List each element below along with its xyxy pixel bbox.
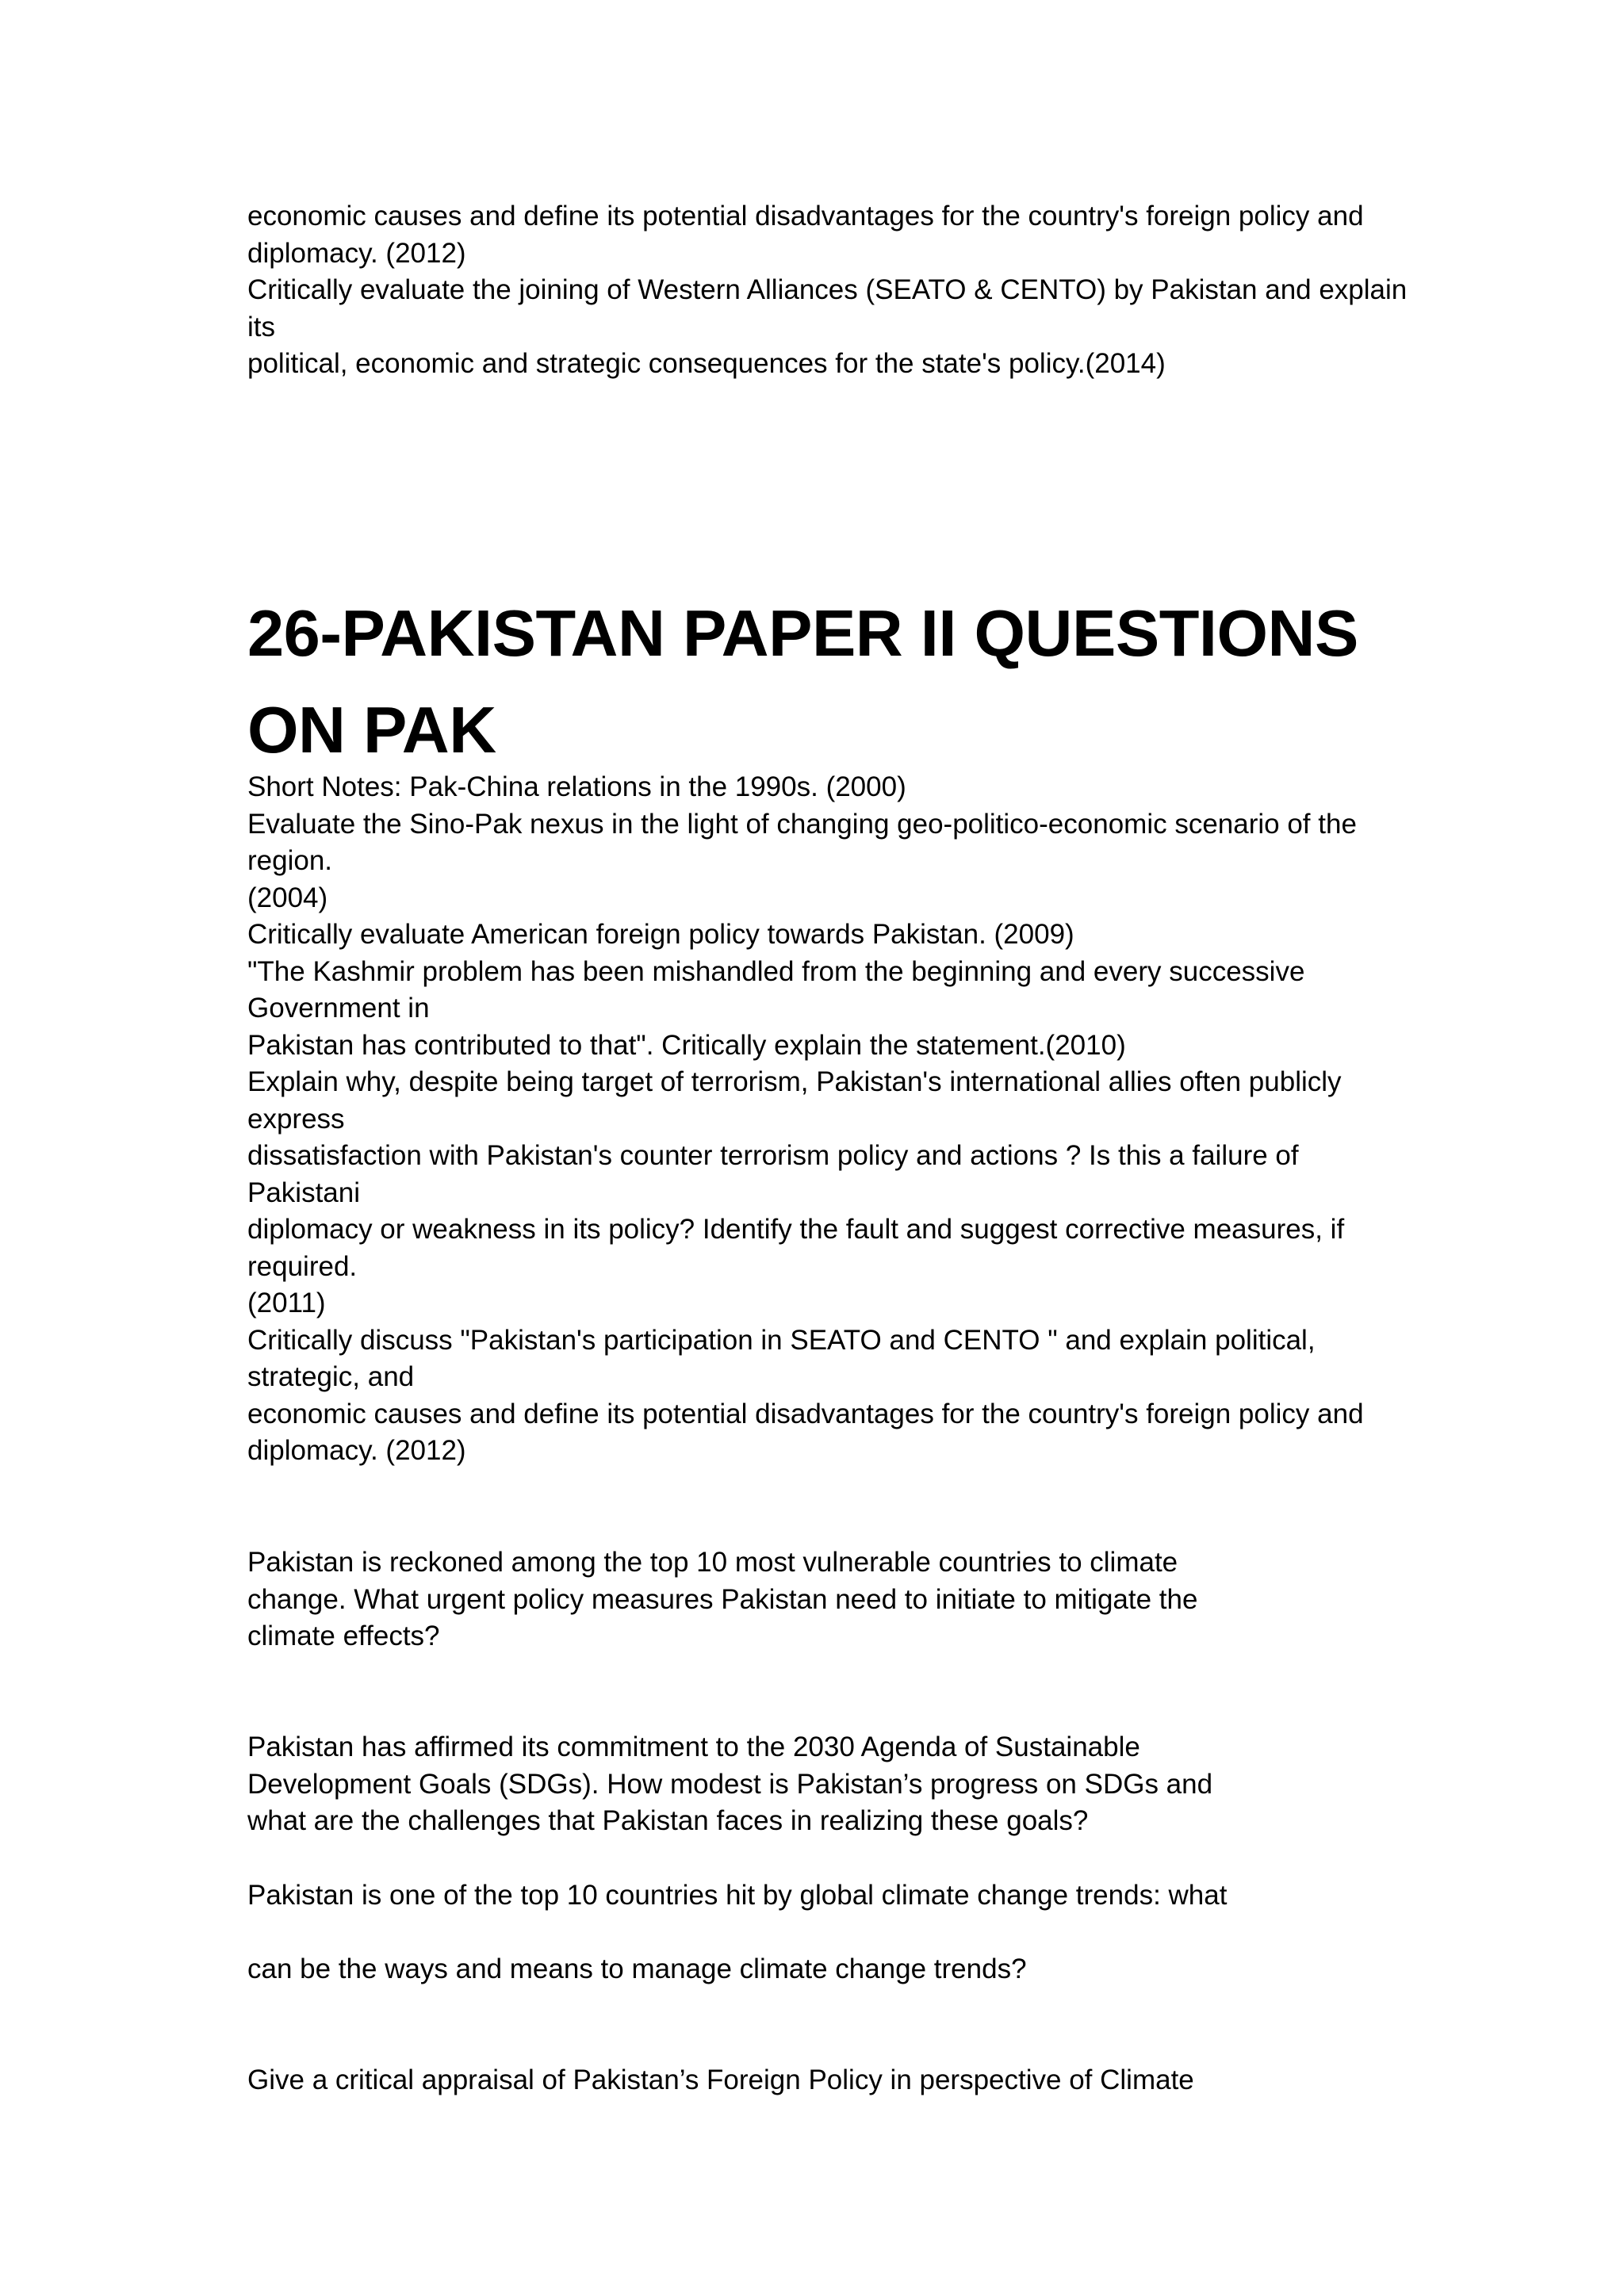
- question-line: economic causes and define its potential disadvantages for the country's foreign policy and: [247, 1398, 1364, 1429]
- questions-block: [247, 769, 1397, 1470]
- text-line: its: [247, 311, 275, 342]
- question-line: (2004): [247, 882, 328, 913]
- text-line: diplomacy. (2012): [247, 237, 466, 269]
- question-line: Give a critical appraisal of Pakistan’s Foreign Policy in perspective of Climate: [247, 2064, 1194, 2095]
- question-line: Pakistan has contributed to that". Critically explain the statement.(2010): [247, 1029, 1126, 1061]
- question-line: Pakistan is reckoned among the top 10 most vulnerable countries to climate: [247, 1547, 1178, 1578]
- question-line: Pakistan is one of the top 10 countries hit by global climate change trends: what: [247, 1880, 1228, 1911]
- sdg-question-block: [247, 1729, 1397, 1840]
- section-heading: [247, 585, 1397, 779]
- question-line: what are the challenges that Pakistan faces in realizing these goals?: [247, 1805, 1089, 1836]
- foreign-policy-question-block: [247, 2062, 1397, 2099]
- top-text-block: [247, 198, 1408, 383]
- heading-line: 26-PAKISTAN PAPER II QUESTIONS: [247, 596, 1358, 670]
- question-line: Government in: [247, 993, 430, 1024]
- question-line: "The Kashmir problem has been mishandled from the beginning and every successive: [247, 955, 1305, 987]
- question-line: (2011): [247, 1288, 326, 1318]
- climate-question-block: [247, 1544, 1397, 1655]
- climate-trends-question-block-continued: [247, 1951, 1397, 1988]
- question-line: Critically evaluate American foreign policy towards Pakistan. (2009): [247, 919, 1074, 950]
- question-line: express: [247, 1103, 345, 1135]
- question-line: strategic, and: [247, 1361, 415, 1392]
- question-line: required.: [247, 1250, 358, 1282]
- question-line: climate effects?: [247, 1621, 440, 1651]
- question-line: Explain why, despite being target of terrorism, Pakistan's international allies often publicly: [247, 1066, 1342, 1097]
- heading-line: ON PAK: [247, 693, 496, 767]
- question-line: Pakistan has affirmed its commitment to the 2030 Agenda of Sustainable: [247, 1732, 1140, 1762]
- question-line: dissatisfaction with Pakistan's counter terrorism policy and actions ? Is this a failure of: [247, 1140, 1299, 1171]
- question-line: Critically discuss "Pakistan's participation in SEATO and CENTO " and explain political,: [247, 1324, 1316, 1356]
- text-line: Critically evaluate the joining of Western Alliances (SEATO & CENTO) by Pakistan and explain: [247, 274, 1408, 305]
- question-line: Short Notes: Pak-China relations in the 1990s. (2000): [247, 771, 906, 802]
- text-line: economic causes and define its potential disadvantages for the country's foreign policy and: [247, 201, 1364, 232]
- question-line: can be the ways and means to manage climate change trends?: [247, 1954, 1027, 1984]
- question-line: change. What urgent policy measures Pakistan need to initiate to mitigate the: [247, 1583, 1198, 1615]
- question-line: diplomacy. (2012): [247, 1435, 466, 1466]
- question-line: Development Goals (SDGs). How modest is Pakistan’s progress on SDGs and: [247, 1768, 1213, 1800]
- question-line: region.: [247, 845, 333, 876]
- question-line: diplomacy or weakness in its policy? Identify the fault and suggest corrective measures, if: [247, 1214, 1345, 1245]
- climate-trends-question-block: [247, 1877, 1397, 1915]
- text-line: political, economic and strategic consequences for the state's policy.(2014): [247, 348, 1166, 379]
- question-line: Evaluate the Sino-Pak nexus in the light of changing geo-politico-economic scenario of the: [247, 808, 1357, 840]
- question-line: Pakistani: [247, 1177, 361, 1208]
